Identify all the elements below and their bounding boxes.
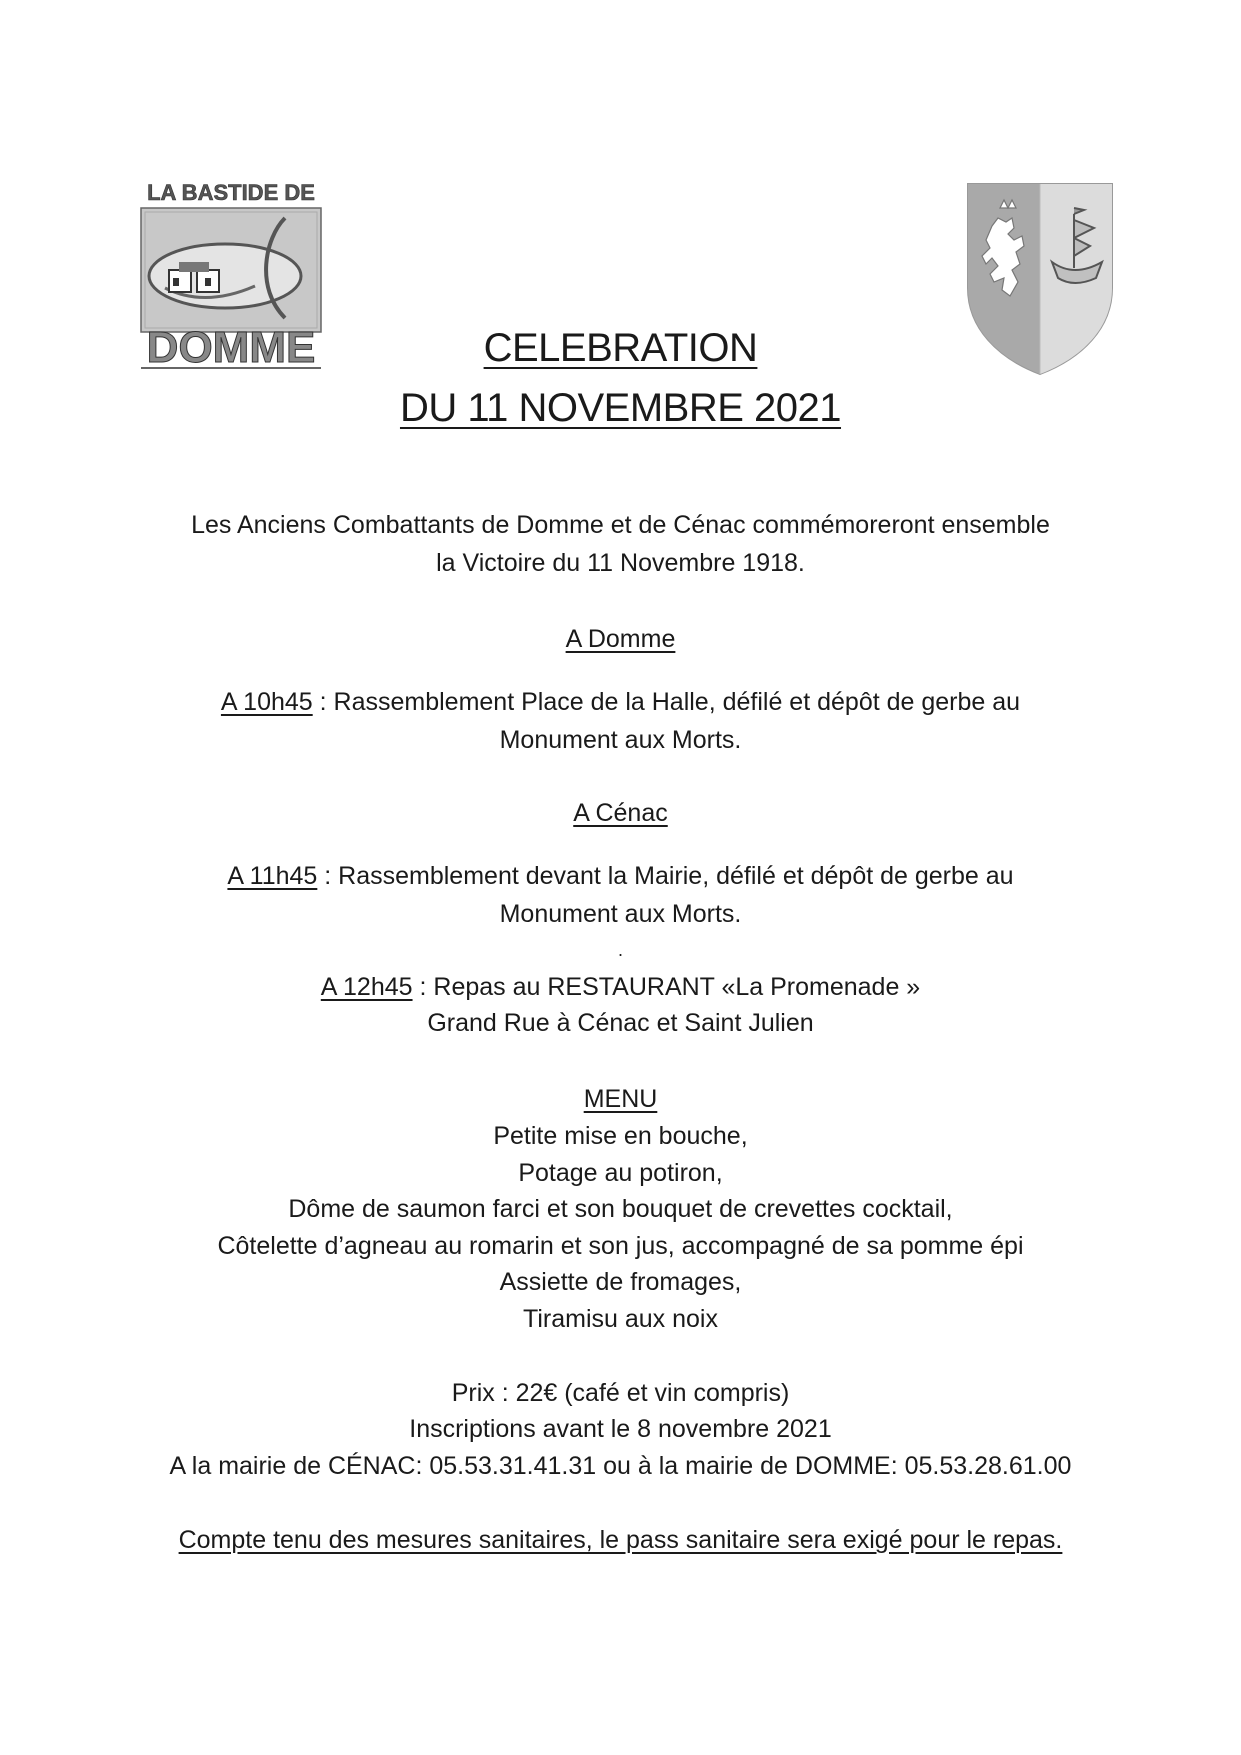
intro-line-2: la Victoire du 11 Novembre 1918. bbox=[436, 549, 805, 577]
domme-line-2: Monument aux Morts. bbox=[499, 726, 742, 754]
domme-text-1: : Rassemblement Place de la Halle, défilé et dépôt de gerbe au bbox=[312, 688, 1021, 716]
inscriptions-label: Inscriptions bbox=[409, 1415, 543, 1443]
inscriptions-deadline: avant le 8 novembre 2021 bbox=[542, 1415, 832, 1443]
menu-item: Dôme de saumon farci et son bouquet de crevettes cocktail, bbox=[288, 1195, 953, 1223]
price-line: Prix : 22€ (café et vin compris) bbox=[451, 1379, 790, 1407]
menu-heading-text: MENU bbox=[583, 1085, 658, 1113]
menu-item: Tiramisu aux noix bbox=[523, 1305, 718, 1333]
menu-item: Petite mise en bouche, bbox=[493, 1122, 748, 1150]
cenac-heading bbox=[60, 798, 1181, 828]
intro-line-1: Les Anciens Combattants de Domme et de Cénac commémoreront ensemble bbox=[191, 511, 1050, 539]
cenac-line-1 bbox=[60, 861, 1181, 891]
sanitary-notice-text: Compte tenu des mesures sanitaires, le pass sanitaire sera exigé pour le repas. bbox=[178, 1526, 1063, 1554]
domme-heading bbox=[60, 624, 1181, 654]
separator-dot: . bbox=[617, 940, 623, 960]
menu-item: Assiette de fromages, bbox=[499, 1268, 742, 1296]
menu-item: Potage au potiron, bbox=[518, 1159, 723, 1187]
domme-heading-text: A Domme bbox=[565, 625, 676, 653]
repas-line-2: Grand Rue à Cénac et Saint Julien bbox=[427, 1009, 814, 1037]
title-line-1: CELEBRATION bbox=[483, 326, 758, 370]
cenac-time: A 11h45 bbox=[227, 862, 318, 890]
repas-time: A 12h45 bbox=[320, 973, 413, 1001]
contacts-line: A la mairie de CÉNAC: 05.53.31.41.31 ou à la mairie de DOMME: 05.53.28.61.00 bbox=[169, 1452, 1072, 1480]
inscriptions-line bbox=[60, 1414, 1181, 1444]
coat-of-arms-logo bbox=[962, 178, 1118, 378]
cenac-line-2: Monument aux Morts. bbox=[499, 900, 742, 928]
cenac-heading-text: A Cénac bbox=[573, 799, 668, 827]
menu-item: Côtelette d’agneau au romarin et son jus, accompagné de sa pomme épi bbox=[217, 1232, 1024, 1260]
repas-line-1 bbox=[60, 972, 1181, 1002]
domme-time: A 10h45 bbox=[220, 688, 313, 716]
cenac-text-1: : Rassemblement devant la Mairie, défilé et dépôt de gerbe au bbox=[317, 862, 1014, 890]
logo-bottom-text: DOMME bbox=[146, 323, 316, 372]
logo-top-text: LA BASTIDE DE bbox=[147, 180, 315, 205]
title-line-2: DU 11 NOVEMBRE 2021 bbox=[399, 386, 842, 430]
sanitary-notice bbox=[60, 1525, 1181, 1555]
repas-text-1: : Repas au RESTAURANT «La Promenade » bbox=[412, 973, 921, 1001]
bastide-de-domme-logo bbox=[135, 178, 327, 374]
menu-heading bbox=[60, 1084, 1181, 1114]
domme-line-1 bbox=[60, 687, 1181, 717]
